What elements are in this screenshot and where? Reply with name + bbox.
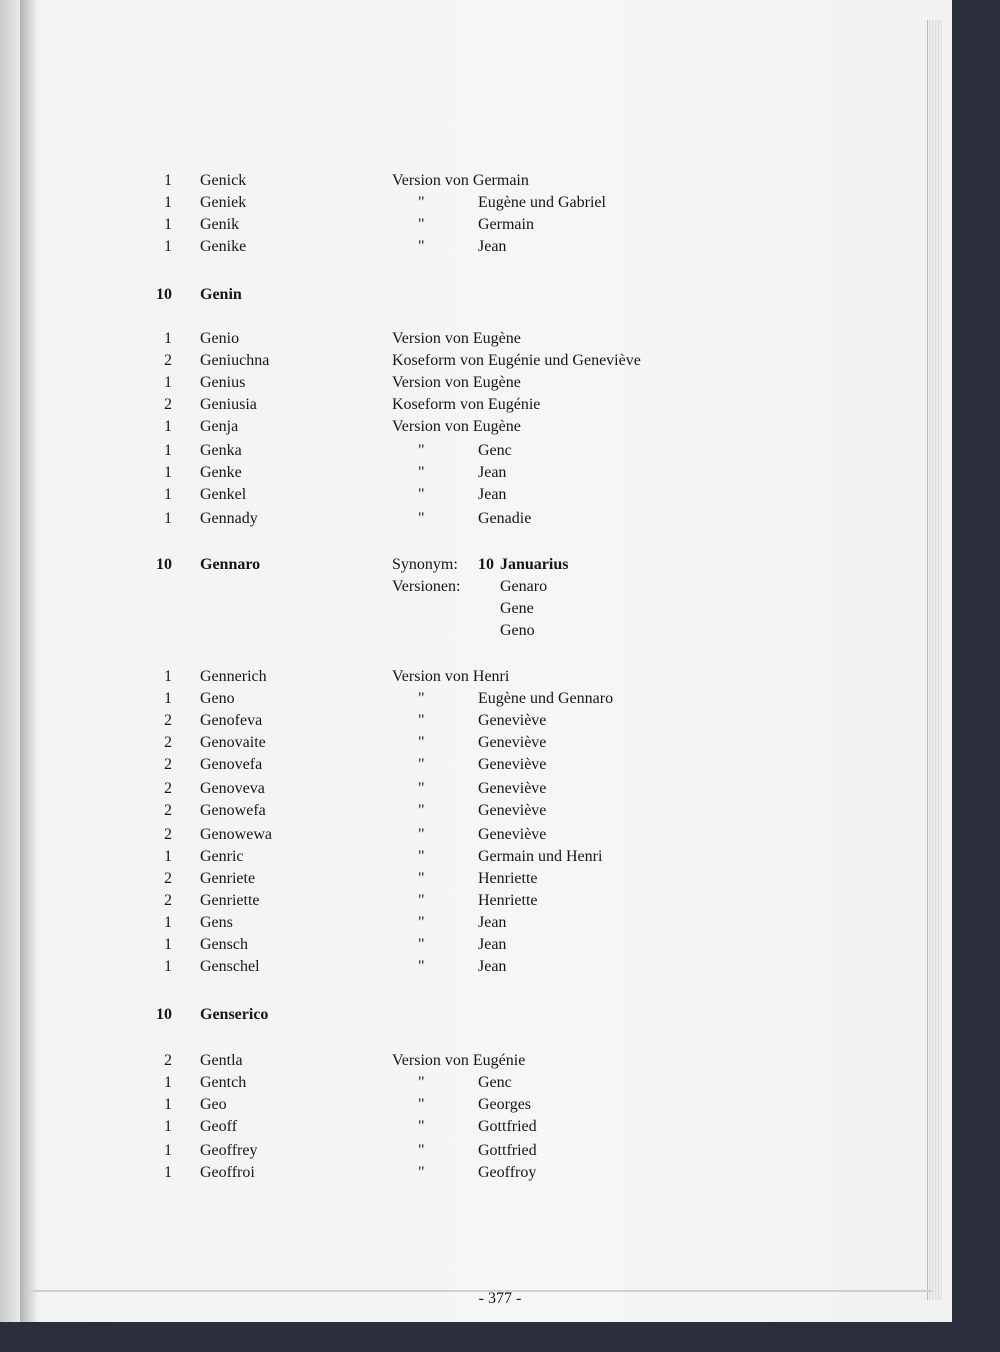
entry-reference: Henriette xyxy=(478,892,538,909)
entry-count: 1 xyxy=(164,238,172,255)
ditto-mark: " xyxy=(418,238,425,255)
entry-row xyxy=(0,934,900,956)
entry-count: 1 xyxy=(164,216,172,233)
entry-count: 1 xyxy=(164,668,172,685)
entry-reference: Jean xyxy=(478,936,507,953)
entry-row xyxy=(0,778,900,800)
entry-row xyxy=(0,890,900,912)
ditto-mark: " xyxy=(418,756,425,773)
entry-name: Genike xyxy=(200,238,247,255)
entry-count: 1 xyxy=(164,330,172,347)
entry-row xyxy=(0,846,900,868)
entry-name: Genin xyxy=(200,286,242,303)
ditto-mark: " xyxy=(418,802,425,819)
entry-name: Gens xyxy=(200,914,233,931)
entry-row xyxy=(0,372,900,394)
entry-count: 1 xyxy=(164,374,172,391)
entry-count: 10 xyxy=(156,556,172,573)
entry-count: 1 xyxy=(164,1096,172,1113)
entry-name: Gennerich xyxy=(200,668,267,685)
entry-count: 2 xyxy=(164,352,172,369)
gennaro-versions-row xyxy=(0,598,900,620)
entry-row xyxy=(0,1050,900,1072)
entry-name: Genovaite xyxy=(200,734,266,751)
entry-name: Genoveva xyxy=(200,780,265,797)
entry-count: 1 xyxy=(164,848,172,865)
entry-row xyxy=(0,462,900,484)
page-edge xyxy=(927,20,942,1300)
entry-count: 2 xyxy=(164,826,172,843)
ditto-mark: " xyxy=(418,826,425,843)
entry-row xyxy=(0,868,900,890)
entry-count: 10 xyxy=(156,1006,172,1023)
entry-name: Genowewa xyxy=(200,826,272,843)
entry-row xyxy=(0,1094,900,1116)
entry-name: Gentch xyxy=(200,1074,247,1091)
entry-reference: Jean xyxy=(478,914,507,931)
entry-count: 1 xyxy=(164,1118,172,1135)
synonym-count: 10 xyxy=(478,556,494,573)
entry-reference: Germain und Henri xyxy=(478,848,603,865)
entry-name: Genriete xyxy=(200,870,256,887)
entry-reference: Geneviève xyxy=(478,780,547,797)
page-number: - 377 - xyxy=(478,1290,522,1307)
entry-count: 1 xyxy=(164,936,172,953)
entry-reference: Jean xyxy=(478,464,507,481)
entry-count: 2 xyxy=(164,802,172,819)
entry-name: Genric xyxy=(200,848,244,865)
entry-description: Version von Germain xyxy=(392,172,529,189)
entry-name: Geoff xyxy=(200,1118,238,1135)
entry-description: Version von Eugène xyxy=(392,374,521,391)
entry-row xyxy=(0,688,900,710)
entry-count: 1 xyxy=(164,1074,172,1091)
entry-reference: Jean xyxy=(478,958,507,975)
entry-count: 2 xyxy=(164,892,172,909)
entry-name: Genofeva xyxy=(200,712,263,729)
entry-name: Genick xyxy=(200,172,247,189)
entry-reference: Geneviève xyxy=(478,756,547,773)
entry-count: 2 xyxy=(164,734,172,751)
entry-name: Genka xyxy=(200,442,242,459)
entry-name: Gentla xyxy=(200,1052,243,1069)
ditto-mark: " xyxy=(418,914,425,931)
entry-name: Genriette xyxy=(200,892,260,909)
entry-reference: Gottfried xyxy=(478,1118,537,1135)
entry-reference: Georges xyxy=(478,1096,532,1113)
entry-row xyxy=(0,710,900,732)
gennaro-synonym-row xyxy=(0,554,900,576)
entry-row xyxy=(0,170,900,192)
ditto-mark: " xyxy=(418,464,425,481)
entry-reference: Eugène und Gabriel xyxy=(478,194,606,211)
ditto-mark: " xyxy=(418,442,425,459)
ditto-mark: " xyxy=(418,712,425,729)
entry-reference: Genc xyxy=(478,442,512,459)
entry-reference: Geneviève xyxy=(478,826,547,843)
entry-reference: Geneviève xyxy=(478,712,547,729)
entry-row xyxy=(0,824,900,846)
synonym-value: Januarius xyxy=(500,556,569,573)
version-value: Gene xyxy=(500,600,534,617)
entry-name: Genschel xyxy=(200,958,260,975)
entry-row xyxy=(0,1140,900,1162)
entry-name: Geniuchna xyxy=(200,352,270,369)
entry-reference: Geoffroy xyxy=(478,1164,537,1181)
entry-reference: Jean xyxy=(478,486,507,503)
entry-reference: Genadie xyxy=(478,510,532,527)
entry-name: Genius xyxy=(200,374,246,391)
entry-row xyxy=(0,328,900,350)
entry-count: 1 xyxy=(164,510,172,527)
ditto-mark: " xyxy=(418,734,425,751)
entry-count: 1 xyxy=(164,418,172,435)
entry-row xyxy=(0,666,900,688)
entry-row xyxy=(0,508,900,530)
entry-name: Gennady xyxy=(200,510,258,527)
entry-row xyxy=(0,416,900,438)
ditto-mark: " xyxy=(418,194,425,211)
entry-count: 10 xyxy=(156,286,172,303)
ditto-mark: " xyxy=(418,848,425,865)
entry-name: Genio xyxy=(200,330,240,347)
entry-reference: Eugène und Gennaro xyxy=(478,690,614,707)
entry-row xyxy=(0,192,900,214)
ditto-mark: " xyxy=(418,1074,425,1091)
entry-name: Geno xyxy=(200,690,235,707)
entry-count: 2 xyxy=(164,780,172,797)
entry-reference: Jean xyxy=(478,238,507,255)
entry-row xyxy=(0,1004,900,1026)
entry-description: Version von Henri xyxy=(392,668,510,685)
entry-name: Genja xyxy=(200,418,239,435)
entry-row xyxy=(0,350,900,372)
entry-name: Genowefa xyxy=(200,802,266,819)
entry-row xyxy=(0,1162,900,1184)
version-value: Genaro xyxy=(500,578,548,595)
entry-name: Genkel xyxy=(200,486,247,503)
gennaro-versions-row xyxy=(0,576,900,598)
entry-count: 1 xyxy=(164,958,172,975)
entry-count: 1 xyxy=(164,194,172,211)
entry-description: Koseform von Eugénie xyxy=(392,396,541,413)
entry-name: Genke xyxy=(200,464,242,481)
entry-name: Geoffroi xyxy=(200,1164,255,1181)
ditto-mark: " xyxy=(418,510,425,527)
entry-count: 1 xyxy=(164,914,172,931)
ditto-mark: " xyxy=(418,780,425,797)
ditto-mark: " xyxy=(418,216,425,233)
entry-count: 2 xyxy=(164,396,172,413)
entry-row xyxy=(0,1072,900,1094)
entry-row xyxy=(0,912,900,934)
entry-description: Version von Eugène xyxy=(392,330,521,347)
entry-name: Geniusia xyxy=(200,396,257,413)
entry-name: Genserico xyxy=(200,1006,269,1023)
entry-description: Version von Eugène xyxy=(392,418,521,435)
entry-name: Geo xyxy=(200,1096,227,1113)
gennaro-versions-row xyxy=(0,620,900,642)
entry-row xyxy=(0,754,900,776)
entry-count: 2 xyxy=(164,1052,172,1069)
entry-row xyxy=(0,236,900,258)
entry-description: Koseform von Eugénie und Geneviève xyxy=(392,352,641,369)
entry-name: Gensch xyxy=(200,936,248,953)
entry-reference: Geneviève xyxy=(478,802,547,819)
ditto-mark: " xyxy=(418,1118,425,1135)
entry-reference: Germain xyxy=(478,216,534,233)
entry-row xyxy=(0,440,900,462)
entry-name: Genik xyxy=(200,216,240,233)
entry-count: 2 xyxy=(164,712,172,729)
entry-description: Version von Eugénie xyxy=(392,1052,526,1069)
entry-row xyxy=(0,956,900,978)
ditto-mark: " xyxy=(418,892,425,909)
entry-row xyxy=(0,484,900,506)
entry-reference: Geneviève xyxy=(478,734,547,751)
versions-label: Versionen: xyxy=(392,578,461,595)
entry-count: 1 xyxy=(164,442,172,459)
entry-reference: Gottfried xyxy=(478,1142,537,1159)
entry-count: 1 xyxy=(164,172,172,189)
entry-name: Genovefa xyxy=(200,756,263,773)
entry-row xyxy=(0,732,900,754)
entry-reference: Henriette xyxy=(478,870,538,887)
ditto-mark: " xyxy=(418,690,425,707)
entry-count: 1 xyxy=(164,464,172,481)
version-value: Geno xyxy=(500,622,535,639)
entry-name: Geoffrey xyxy=(200,1142,258,1159)
entry-row xyxy=(0,800,900,822)
entry-count: 1 xyxy=(164,486,172,503)
ditto-mark: " xyxy=(418,1164,425,1181)
entry-name: Geniek xyxy=(200,194,247,211)
entry-row xyxy=(0,394,900,416)
entry-count: 2 xyxy=(164,870,172,887)
ditto-mark: " xyxy=(418,486,425,503)
entry-count: 1 xyxy=(164,1164,172,1181)
entry-count: 1 xyxy=(164,690,172,707)
entry-row xyxy=(0,284,900,306)
entry-name: Gennaro xyxy=(200,556,261,573)
entry-reference: Genc xyxy=(478,1074,512,1091)
entry-row xyxy=(0,214,900,236)
entry-count: 2 xyxy=(164,756,172,773)
ditto-mark: " xyxy=(418,936,425,953)
ditto-mark: " xyxy=(418,1142,425,1159)
ditto-mark: " xyxy=(418,958,425,975)
entry-row xyxy=(0,1116,900,1138)
ditto-mark: " xyxy=(418,1096,425,1113)
entry-count: 1 xyxy=(164,1142,172,1159)
ditto-mark: " xyxy=(418,870,425,887)
synonym-label: Synonym: xyxy=(392,556,458,573)
